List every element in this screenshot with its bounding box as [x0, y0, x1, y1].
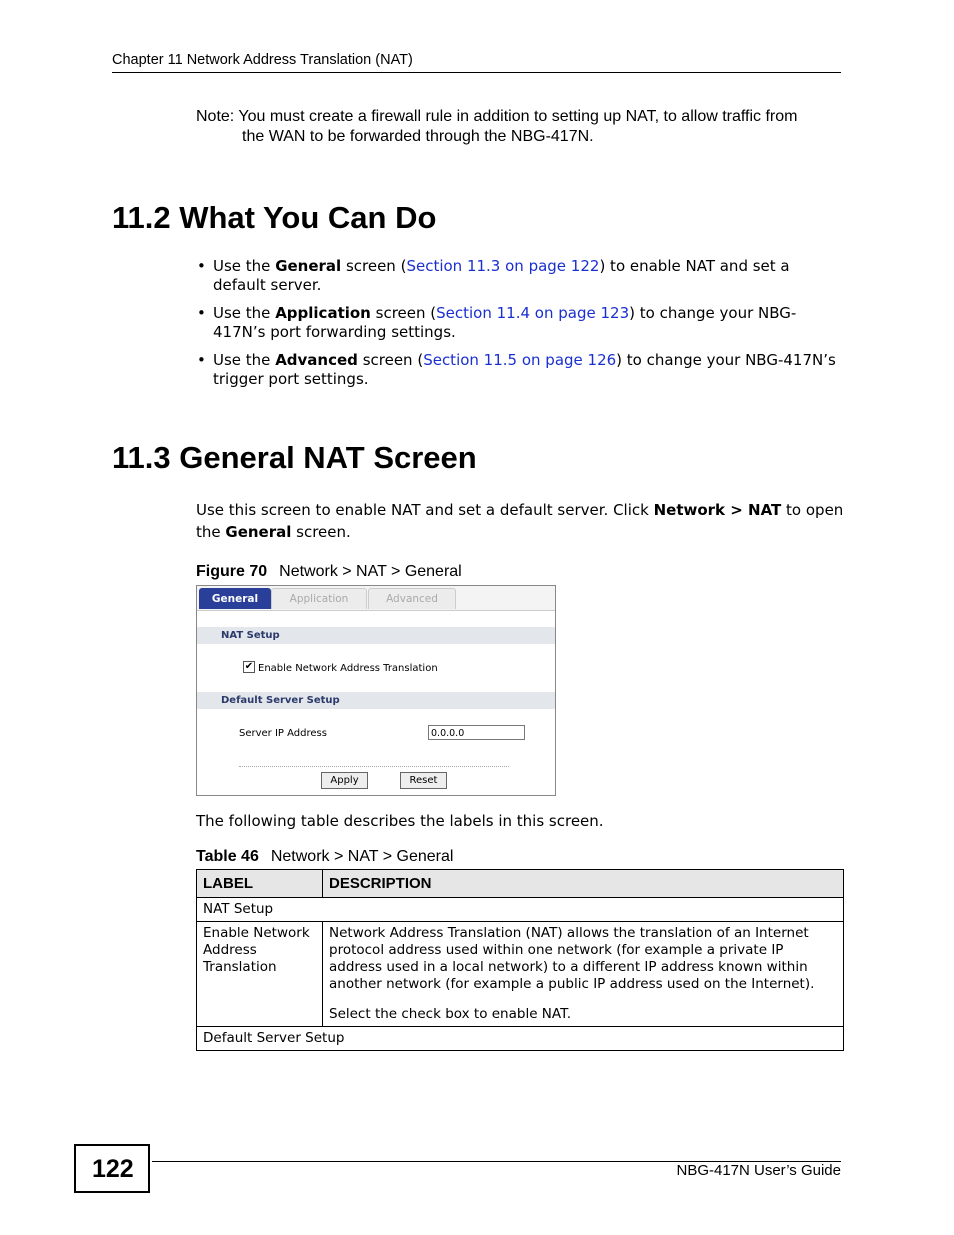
label-description-table — [196, 869, 844, 1051]
divider — [239, 766, 509, 767]
section-link[interactable]: Section 11.5 on page 126 — [423, 351, 617, 369]
server-ip-label: Server IP Address — [239, 728, 327, 739]
table-row — [197, 922, 844, 1027]
section-link[interactable]: Section 11.3 on page 122 — [406, 257, 600, 275]
nat-setup-bar: NAT Setup — [197, 627, 555, 644]
section-link[interactable]: Section 11.4 on page 123 — [436, 304, 630, 322]
apply-button[interactable]: Apply — [321, 772, 368, 789]
note — [196, 107, 846, 147]
guide-title: NBG-417N User’s Guide — [676, 1162, 841, 1179]
header-label: LABEL — [197, 870, 323, 898]
list-item: • Use the General screen (Section 11.3 on page 122) to enable NAT and set a default server. — [197, 257, 790, 294]
section-11-2-title: 11.2 What You Can Do — [112, 200, 437, 235]
table-row — [197, 1027, 844, 1051]
enable-nat-checkbox[interactable]: ✔ — [244, 661, 254, 672]
reset-button[interactable]: Reset — [400, 772, 447, 789]
table-caption: Table 46 Network > NAT > General — [196, 848, 454, 865]
table-intro: The following table describes the labels in this screen. — [196, 812, 604, 830]
table-header-row — [197, 870, 844, 898]
section-row-nat-setup: NAT Setup — [197, 898, 844, 922]
row-label: Enable Network Address Translation — [197, 922, 323, 1027]
bullet-list — [197, 257, 837, 398]
intro-paragraph: Use this screen to enable NAT and set a default server. Click Network > NAT to open the General screen. — [196, 501, 844, 541]
table-row — [197, 898, 844, 922]
section-row-default-server: Default Server Setup — [197, 1027, 844, 1051]
row-description: Network Address Translation (NAT) allows the translation of an Internet protocol address used within one network (for example a private IP address used in a local network) to a different IP address known within another network (for example a public IP address used on the Internet). Select the check box to enable NAT. — [323, 922, 844, 1027]
default-server-bar: Default Server Setup — [197, 692, 555, 709]
page-number: 122 — [74, 1144, 150, 1193]
note-line-1: Note: You must create a firewall rule in addition to setting up NAT, to allow traffic from — [196, 108, 798, 125]
enable-nat-label: Enable Network Address Translation — [258, 663, 438, 674]
tab-general[interactable]: General — [199, 588, 271, 609]
header-description: DESCRIPTION — [323, 870, 844, 898]
section-11-3-title: 11.3 General NAT Screen — [112, 440, 477, 475]
tab-advanced[interactable]: Advanced — [368, 588, 456, 609]
chapter-header: Chapter 11 Network Address Translation (NAT) — [112, 52, 413, 68]
tab-bar — [197, 586, 555, 611]
list-item: • Use the Advanced screen (Section 11.5 on page 126) to change your NBG-417N’s trigger port settings. — [197, 351, 836, 388]
header-divider — [112, 72, 841, 73]
figure-caption: Figure 70 Network > NAT > General — [196, 563, 462, 580]
nat-general-screenshot — [196, 585, 556, 796]
note-line-2: the WAN to be forwarded through the NBG-417N. — [242, 128, 594, 145]
server-ip-input[interactable]: 0.0.0.0 — [428, 725, 525, 740]
list-item: • Use the Application screen (Section 11.4 on page 123) to change your NBG-417N’s port forwarding settings. — [197, 304, 797, 341]
tab-application[interactable]: Application — [271, 588, 367, 609]
